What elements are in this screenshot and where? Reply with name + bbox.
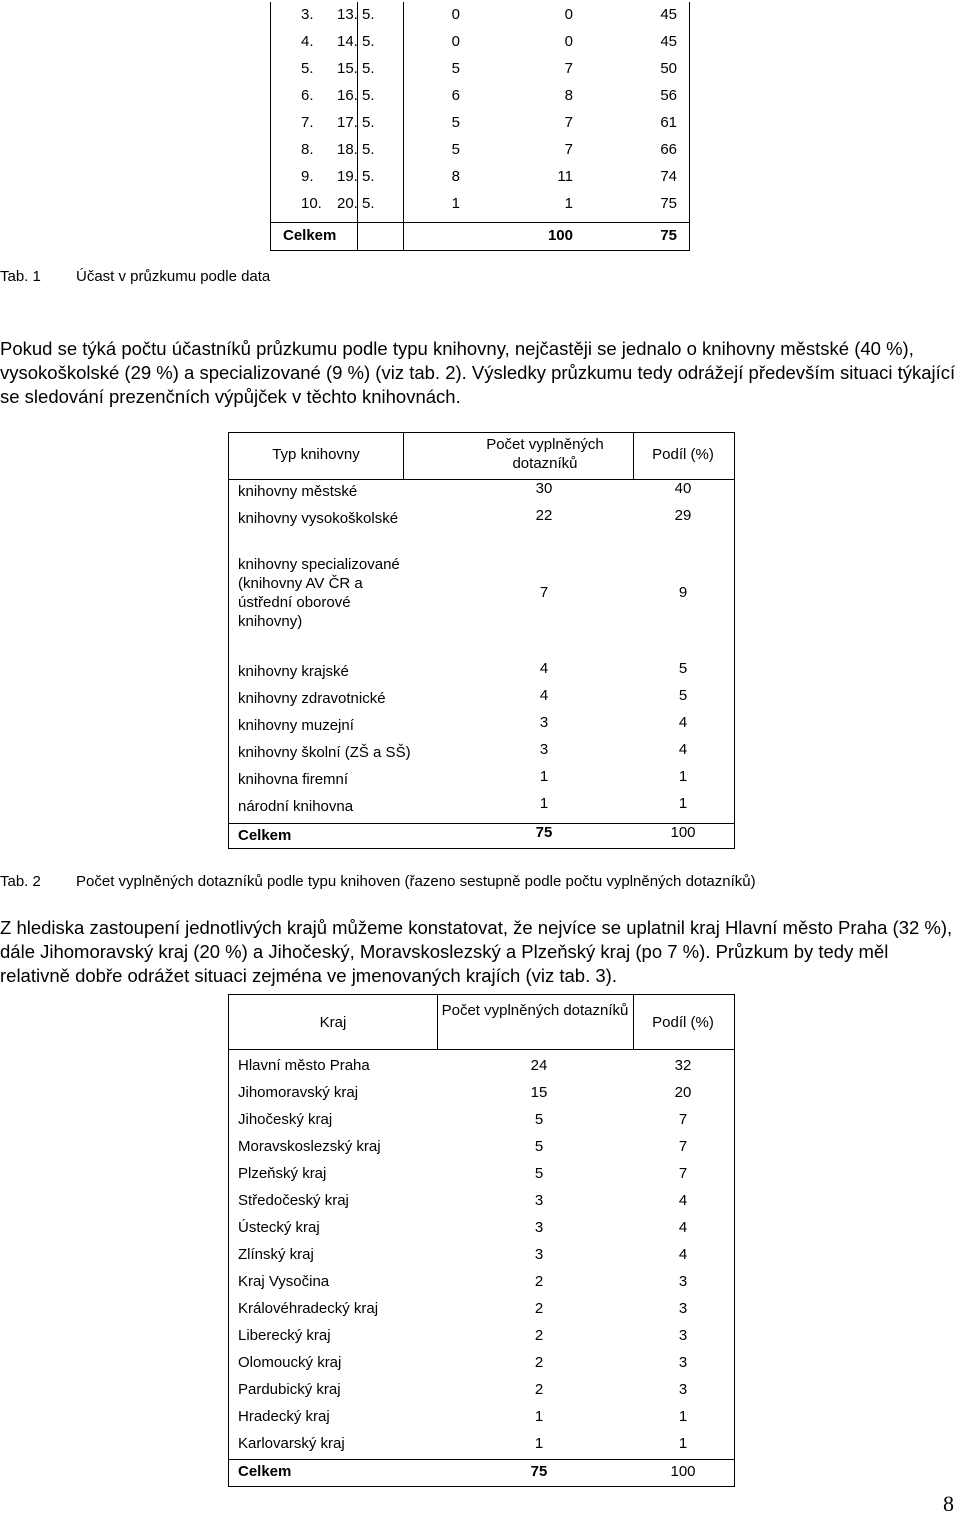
paragraph-regions: Z hlediska zastoupení jednotlivých krajů můžeme konstatovat, že nejvíce se uplatnil kraj Hlavní město Praha (32 %), dále Jihomoravský kraj (20 %) a Jihočeský, Moravskoslezský a Plzeňský kraj (po 7 %). Průzkum by tedy měl relativně dobře odrážet situaci zejména ve jmenovaných krajích (viz tab. 3). — [0, 917, 953, 986]
region-count: 2 — [534, 1327, 544, 1344]
participation-by-date-table — [270, 2, 690, 251]
region-share: 3 — [678, 1354, 688, 1371]
region-count: 1 — [534, 1435, 544, 1452]
region-name: Hlavní město Praha — [238, 1057, 370, 1074]
column-header-share: Podíl (%) — [652, 446, 714, 463]
region-share: 7 — [678, 1165, 688, 1182]
row-number: 9. — [301, 168, 314, 185]
table-row — [271, 29, 689, 56]
library-type-count: 7 — [539, 584, 549, 601]
row-count-b: 1 — [564, 195, 573, 212]
region-share: 4 — [678, 1246, 688, 1263]
total-count: 75 — [530, 1463, 548, 1480]
region-share: 3 — [678, 1300, 688, 1317]
row-count-b: 7 — [564, 114, 573, 131]
region-name: Královéhradecký kraj — [238, 1300, 379, 1317]
region-share: 3 — [678, 1327, 688, 1344]
row-count-a: 5 — [451, 141, 460, 158]
library-type-share: 29 — [674, 507, 692, 524]
region-count: 2 — [534, 1381, 544, 1398]
region-table — [228, 994, 735, 1487]
library-type-count: 1 — [539, 795, 549, 812]
table2-caption-text: Počet vyplněných dotazníků podle typu knihoven (řazeno sestupně podle počtu vyplněných dotazníků) — [76, 873, 756, 890]
row-cumulative: 45 — [660, 33, 677, 50]
row-count-a: 5 — [451, 114, 460, 131]
row-count-a: 8 — [451, 168, 460, 185]
region-name: Plzeňský kraj — [238, 1165, 327, 1182]
row-cumulative: 50 — [660, 60, 677, 77]
total-share: 100 — [670, 824, 696, 841]
table-row — [271, 191, 689, 218]
row-cumulative: 74 — [660, 168, 677, 185]
row-cumulative: 56 — [660, 87, 677, 104]
region-count: 2 — [534, 1273, 544, 1290]
column-header-count: Počet vyplněných dotazníků — [441, 1002, 629, 1019]
row-count-a: 0 — [451, 33, 460, 50]
row-count-b: 7 — [564, 60, 573, 77]
region-name: Karlovarský kraj — [238, 1435, 345, 1452]
table-divider — [229, 1049, 734, 1050]
region-name: Ústecký kraj — [238, 1219, 320, 1236]
region-name: Středočeský kraj — [238, 1192, 349, 1209]
library-type-share: 4 — [678, 714, 688, 731]
row-date: 13. 5. — [337, 6, 375, 23]
library-type-name: knihovna firemní — [238, 771, 349, 788]
library-type-name: knihovny specializované (knihovny AV ČR a ústřední oborové knihovny) — [238, 556, 400, 630]
library-type-name: knihovny městské — [238, 483, 358, 500]
region-name: Olomoucký kraj — [238, 1354, 342, 1371]
region-count: 24 — [530, 1057, 548, 1074]
region-count: 2 — [534, 1300, 544, 1317]
library-type-name: národní knihovna — [238, 798, 354, 815]
total-share: 100 — [670, 1463, 696, 1480]
library-type-name: knihovny vysokoškolské — [238, 510, 399, 527]
table-row — [271, 2, 689, 29]
row-count-b: 11 — [557, 168, 573, 185]
total-cumulative: 75 — [660, 227, 677, 244]
region-name: Liberecký kraj — [238, 1327, 331, 1344]
row-number: 5. — [301, 60, 314, 77]
region-share: 1 — [678, 1435, 688, 1452]
row-count-b: 0 — [564, 33, 573, 50]
column-header-type: Typ knihovny — [272, 446, 360, 463]
region-share: 20 — [674, 1084, 692, 1101]
region-name: Zlínský kraj — [238, 1246, 314, 1263]
library-type-name: knihovny muzejní — [238, 717, 354, 734]
region-count: 3 — [534, 1192, 544, 1209]
region-share: 4 — [678, 1192, 688, 1209]
table-total-row — [271, 223, 689, 250]
row-date: 19. 5. — [337, 168, 375, 185]
region-name: Pardubický kraj — [238, 1381, 341, 1398]
row-number: 6. — [301, 87, 314, 104]
region-count: 3 — [534, 1219, 544, 1236]
table-row — [271, 164, 689, 191]
paragraph-library-types: Pokud se týká počtu účastníků průzkumu podle typu knihovny, nejčastěji se jednalo o knihovny městské (40 %), vysokoškolské (29 %) a specializované (9 %) (viz tab. 2). Výsledky průzkumu tedy odrážejí především situaci týkající se sledování prezenčních výpůjček v těchto knihovnách. — [0, 338, 956, 407]
total-label: Celkem — [238, 1463, 292, 1480]
table-row — [271, 110, 689, 137]
library-type-share: 4 — [678, 741, 688, 758]
region-share: 1 — [678, 1408, 688, 1425]
library-type-count: 4 — [539, 687, 549, 704]
row-count-a: 6 — [451, 87, 460, 104]
region-count: 3 — [534, 1246, 544, 1263]
row-count-a: 1 — [451, 195, 460, 212]
table1-caption-text: Účast v průzkumu podle data — [76, 268, 271, 285]
library-type-name: knihovny zdravotnické — [238, 690, 386, 707]
row-count-b: 0 — [564, 6, 573, 23]
library-type-share: 9 — [678, 584, 688, 601]
row-number: 10. — [301, 195, 322, 212]
row-cumulative: 61 — [660, 114, 677, 131]
table-divider — [229, 1459, 734, 1460]
region-count: 5 — [534, 1165, 544, 1182]
row-number: 8. — [301, 141, 314, 158]
library-type-count: 1 — [539, 768, 549, 785]
region-name: Kraj Vysočina — [238, 1273, 330, 1290]
region-name: Moravskoslezský kraj — [238, 1138, 381, 1155]
row-number: 7. — [301, 114, 314, 131]
column-header-share: Podíl (%) — [652, 1014, 714, 1031]
table-row — [271, 83, 689, 110]
region-count: 2 — [534, 1354, 544, 1371]
total-count: 100 — [547, 227, 573, 244]
row-date: 16. 5. — [337, 87, 375, 104]
region-count: 5 — [534, 1138, 544, 1155]
table1-caption-number: Tab. 1 — [0, 268, 41, 285]
region-share: 32 — [674, 1057, 692, 1074]
row-cumulative: 45 — [660, 6, 677, 23]
column-header-region: Kraj — [319, 1014, 347, 1031]
library-type-name: knihovny krajské — [238, 663, 349, 680]
library-type-share: 1 — [678, 768, 688, 785]
library-type-count: 3 — [539, 714, 549, 731]
library-type-count: 3 — [539, 741, 549, 758]
row-date: 15. 5. — [337, 60, 375, 77]
row-cumulative: 66 — [660, 141, 677, 158]
row-count-b: 7 — [564, 141, 573, 158]
region-share: 7 — [678, 1111, 688, 1128]
library-type-count: 30 — [535, 480, 553, 497]
row-date: 20. 5. — [337, 195, 375, 212]
table-row — [271, 137, 689, 164]
total-count: 75 — [535, 824, 553, 841]
table2-caption-number: Tab. 2 — [0, 873, 41, 890]
table-divider — [403, 433, 404, 479]
library-type-share: 1 — [678, 795, 688, 812]
region-share: 4 — [678, 1219, 688, 1236]
library-type-share: 40 — [674, 480, 692, 497]
row-date: 17. 5. — [337, 114, 375, 131]
library-type-share: 5 — [678, 687, 688, 704]
region-name: Jihomoravský kraj — [238, 1084, 359, 1101]
row-count-a: 5 — [451, 60, 460, 77]
library-type-name: knihovny školní (ZŠ a SŠ) — [238, 744, 411, 761]
library-type-table — [228, 432, 735, 849]
row-number: 4. — [301, 33, 314, 50]
row-count-b: 8 — [564, 87, 573, 104]
library-type-count: 4 — [539, 660, 549, 677]
library-type-count: 22 — [535, 507, 553, 524]
table-row — [271, 56, 689, 83]
row-date: 18. 5. — [337, 141, 375, 158]
region-name: Jihočeský kraj — [238, 1111, 333, 1128]
region-name: Hradecký kraj — [238, 1408, 330, 1425]
region-count: 15 — [530, 1084, 548, 1101]
row-count-a: 0 — [451, 6, 460, 23]
region-share: 7 — [678, 1138, 688, 1155]
page-number: 8 — [943, 1491, 954, 1516]
total-label: Celkem — [283, 227, 337, 244]
region-count: 1 — [534, 1408, 544, 1425]
region-share: 3 — [678, 1273, 688, 1290]
column-header-count: Počet vyplněných dotazníků — [486, 436, 604, 472]
row-date: 14. 5. — [337, 33, 375, 50]
total-label: Celkem — [238, 827, 292, 844]
row-cumulative: 75 — [660, 195, 677, 212]
region-share: 3 — [678, 1381, 688, 1398]
row-number: 3. — [301, 6, 314, 23]
region-count: 5 — [534, 1111, 544, 1128]
library-type-share: 5 — [678, 660, 688, 677]
